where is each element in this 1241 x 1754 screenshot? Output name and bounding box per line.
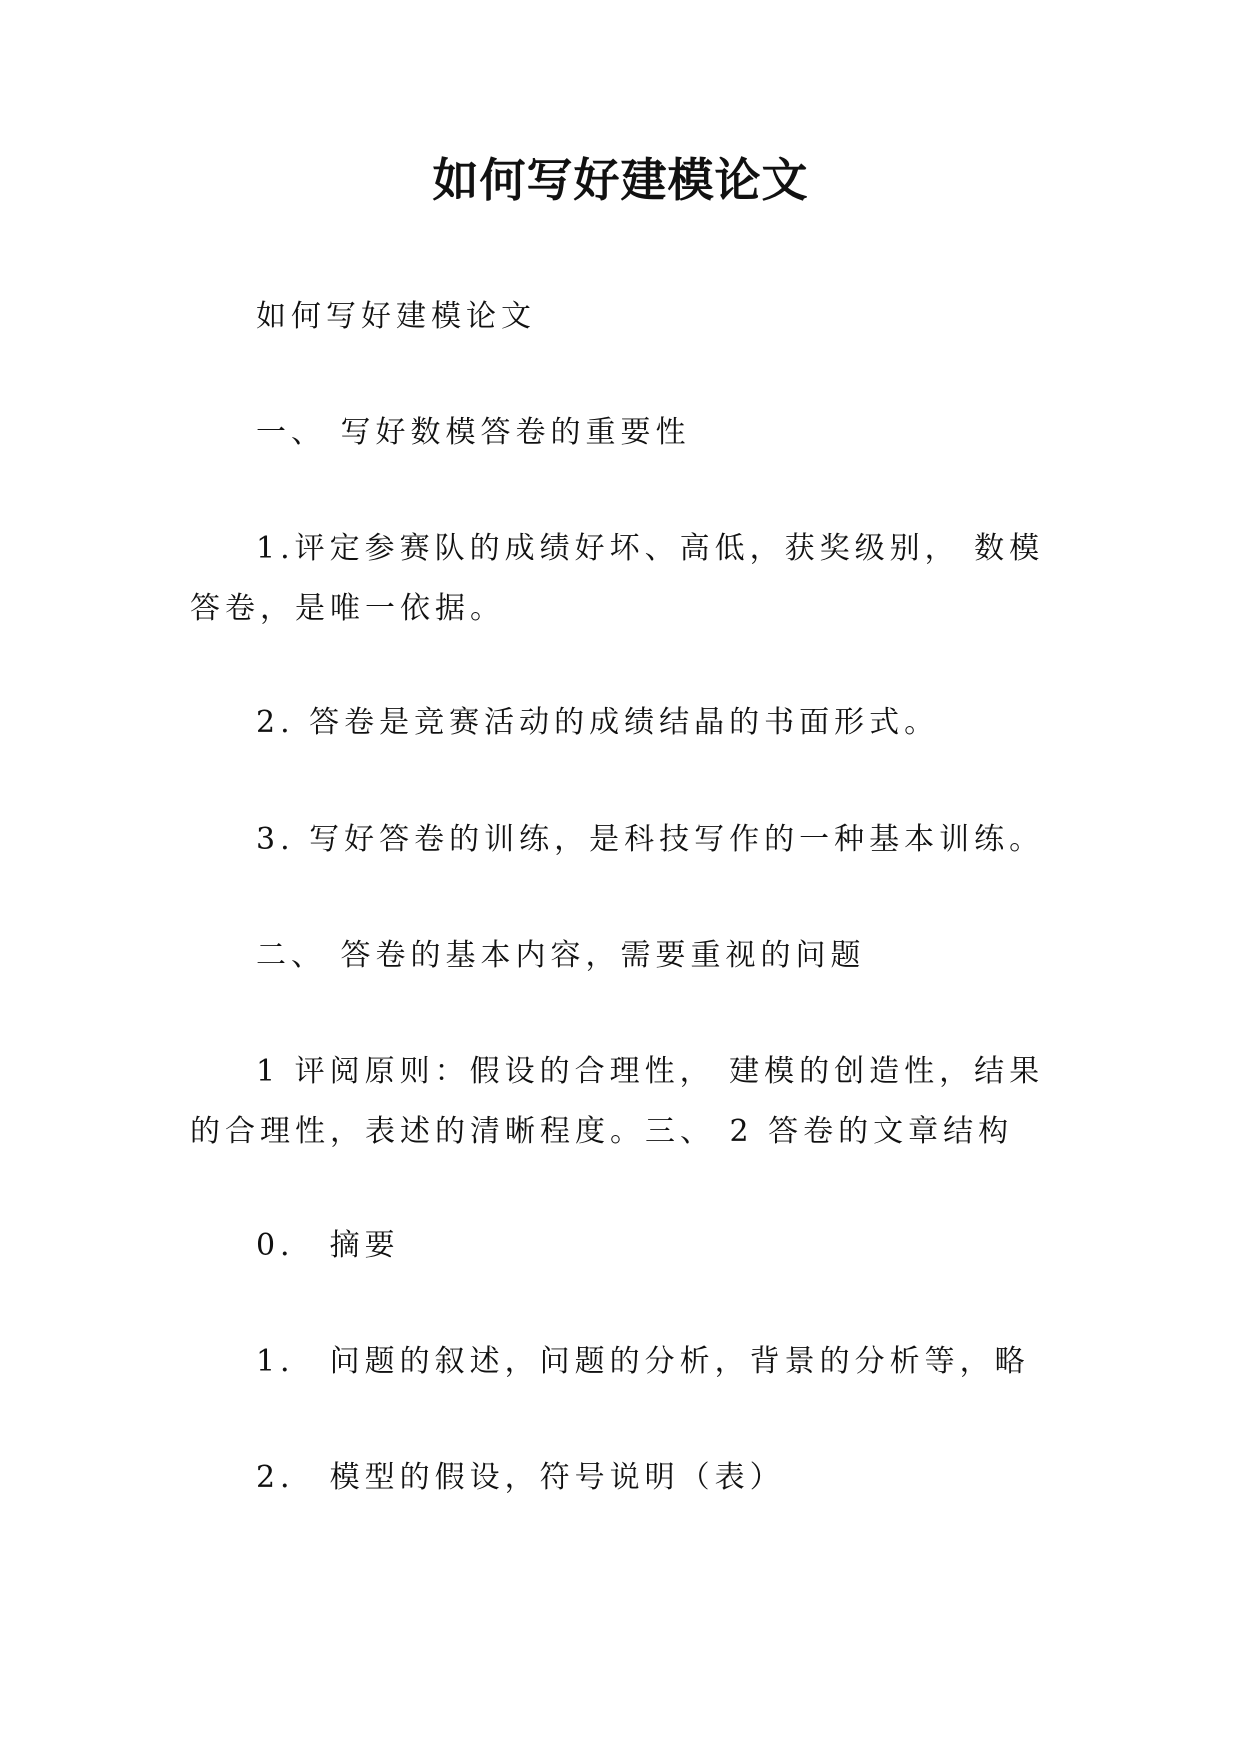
structure-item-0: 0． 摘要 xyxy=(256,1228,400,1263)
paragraph-subtitle: 如何写好建模论文 xyxy=(256,299,536,334)
paragraph-item-1: 1.评定参赛队的成绩好坏、高低，获奖级别， 数模答卷，是唯一依据。 xyxy=(190,531,1045,626)
paragraph-item-3: 3. 写好答卷的训练，是科技写作的一种基本训练。 xyxy=(256,822,1045,857)
paragraph-item-2: 2. 答卷是竞赛活动的成绩结晶的书面形式。 xyxy=(256,705,940,740)
section-heading-2: 二、 答卷的基本内容，需要重视的问题 xyxy=(256,938,866,973)
section-heading-1: 一、 写好数模答卷的重要性 xyxy=(256,415,691,450)
paragraph-review-criteria: 1 评阅原则：假设的合理性， 建模的创造性，结果的合理性，表述的清晰程度。三、 2 答卷的文章结构 xyxy=(190,1054,1045,1149)
document-title: 如何写好建模论文 xyxy=(432,153,809,207)
structure-item-1: 1． 问题的叙述，问题的分析，背景的分析等，略 xyxy=(256,1344,1030,1379)
structure-item-2: 2． 模型的假设，符号说明（表） xyxy=(256,1460,785,1495)
